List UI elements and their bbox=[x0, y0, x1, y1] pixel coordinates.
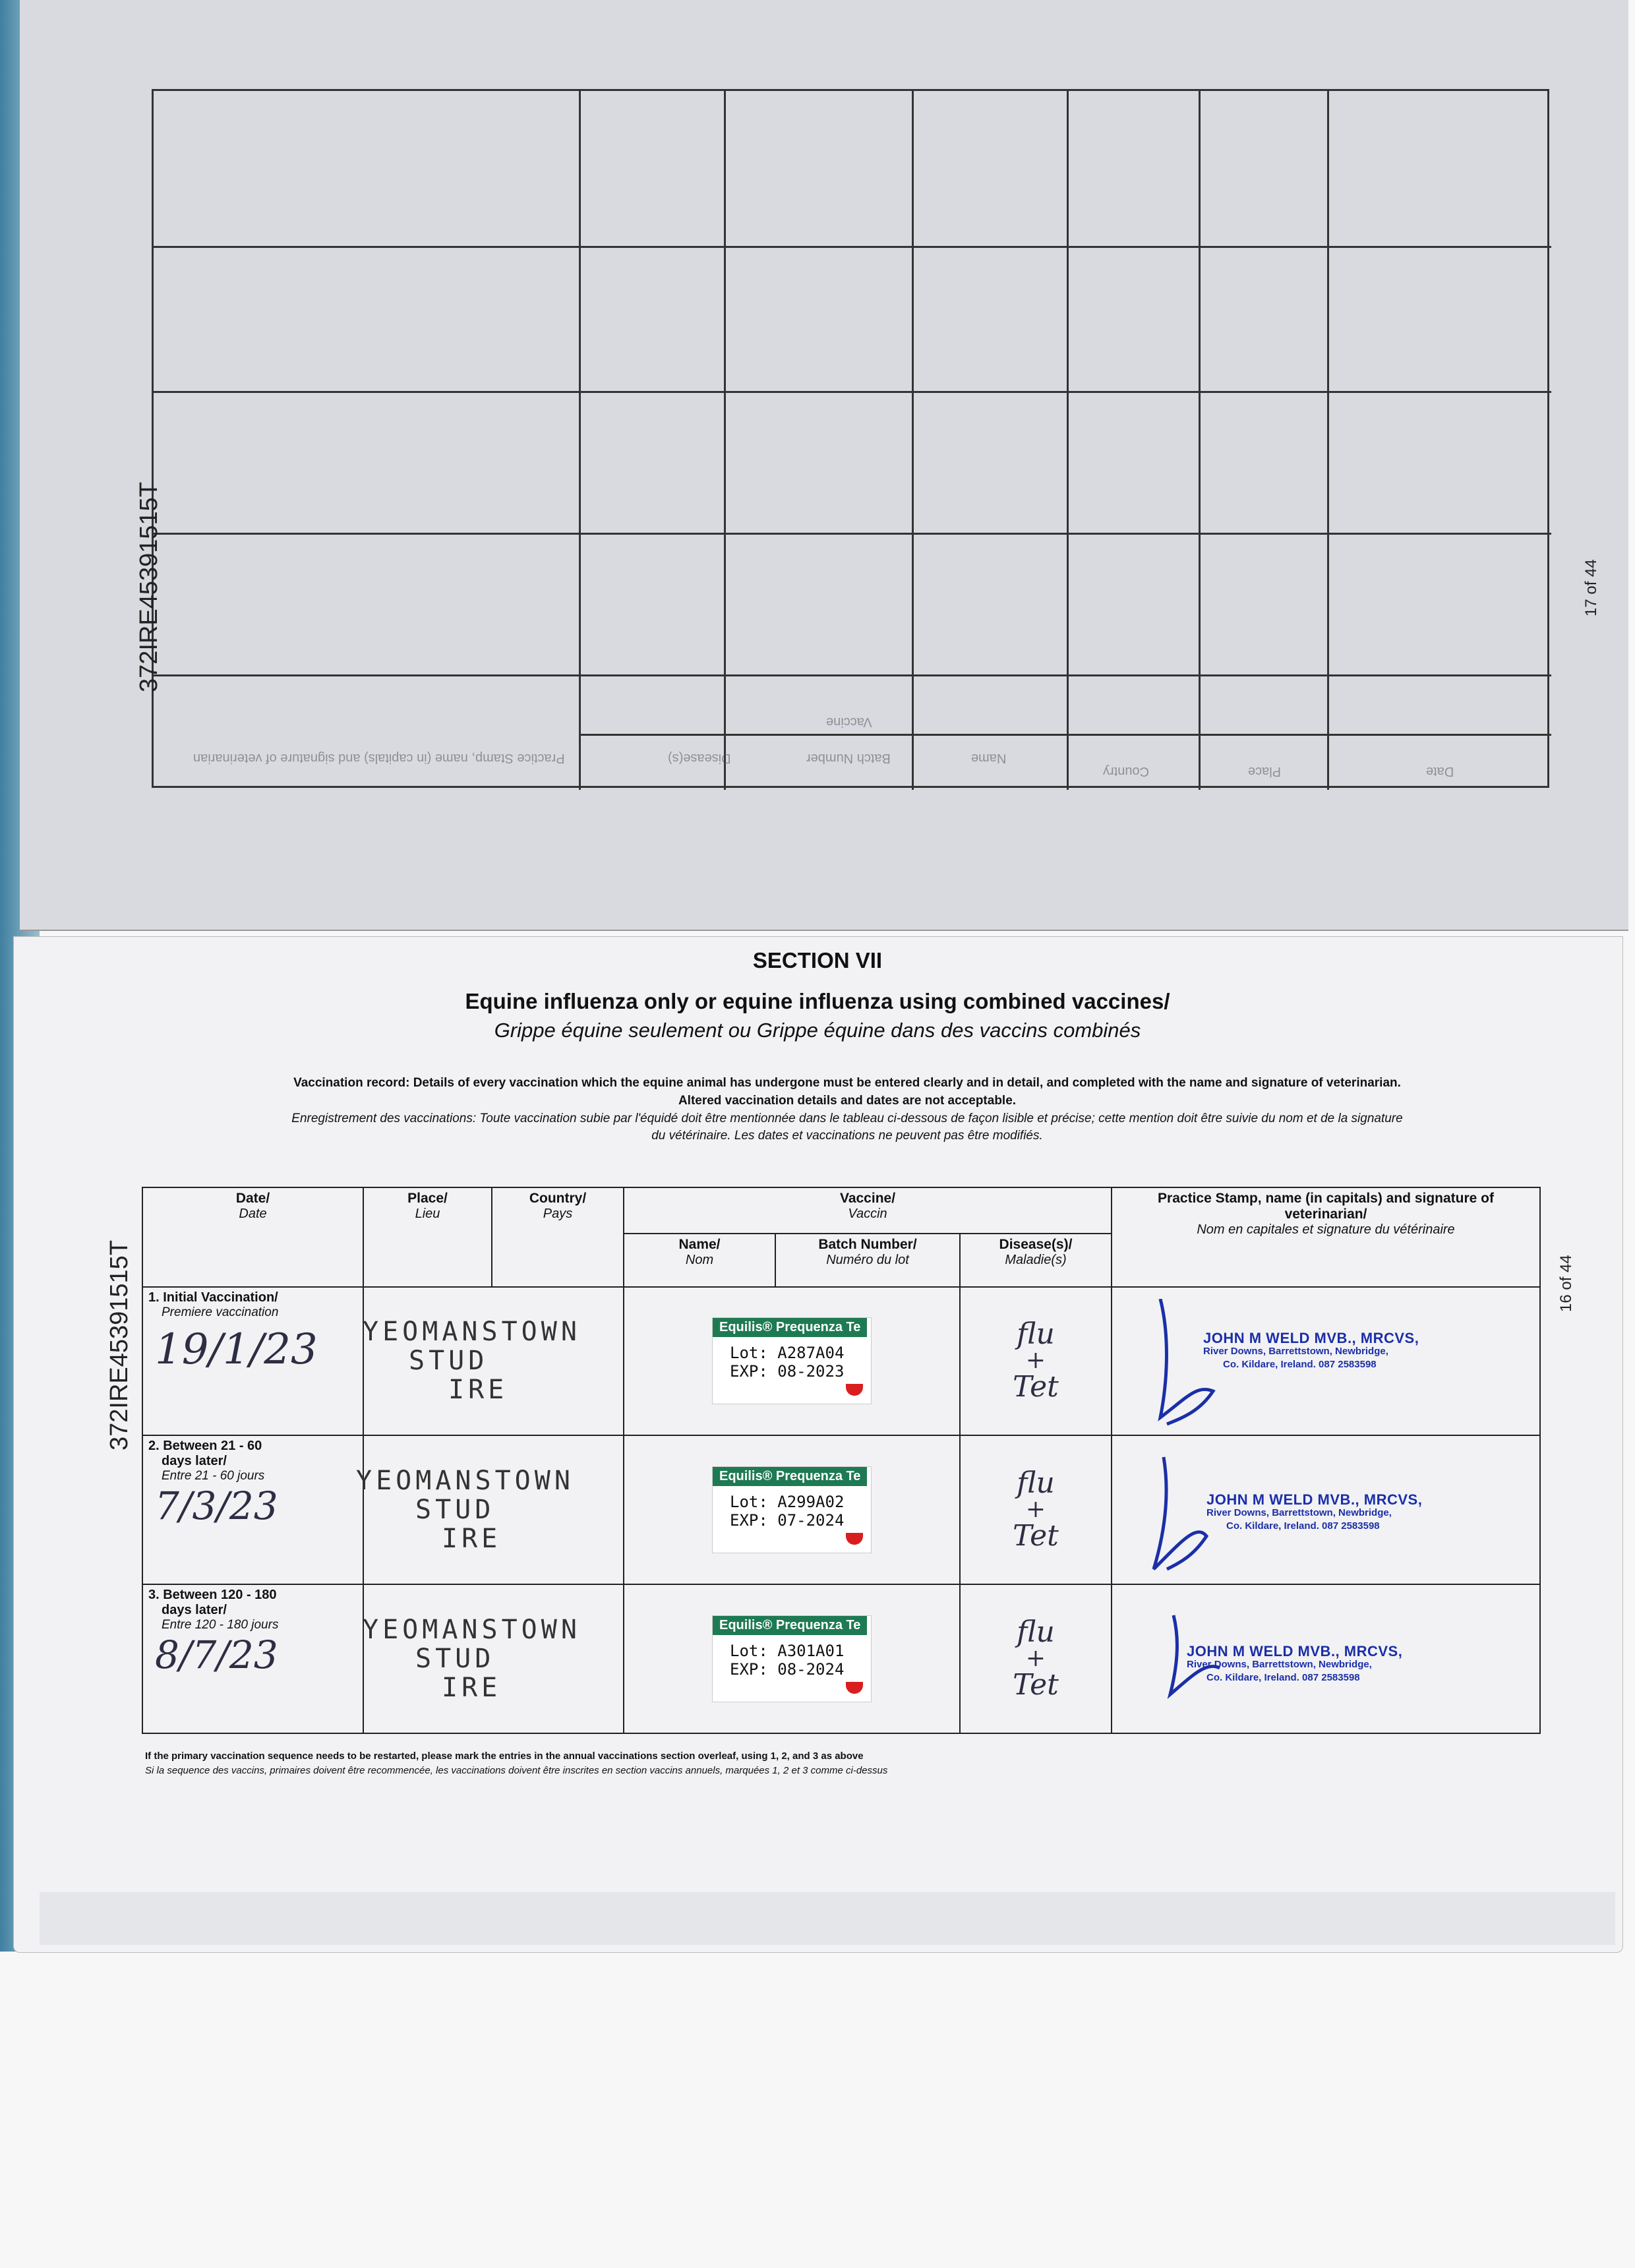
vet-stamp: JOHN M WELD MVB., MRCVS, River Downs, Barrettstown, Newbridge, Co. Kildare, Ireland. 087 2583598 bbox=[1206, 1491, 1423, 1532]
mirrored-header-date: Date bbox=[1426, 764, 1454, 779]
vaccine-label-cell bbox=[624, 1435, 960, 1584]
vaccine-label-cell bbox=[624, 1287, 960, 1436]
mirrored-header-stamp: Practice Stamp, name (in capitals) and signature of veterinarian bbox=[193, 751, 565, 765]
intro-french-2: du vétérinaire. Les dates et vaccinations ne peuvent pas être modifiés. bbox=[651, 1129, 1043, 1143]
date-cell: 1. Initial Vaccination/ Premiere vaccination 19/1/23 bbox=[142, 1287, 363, 1436]
signature bbox=[1170, 1615, 1220, 1694]
top-page bbox=[20, 0, 1628, 931]
header-batch-number: Batch Number/ Numéro du lot bbox=[775, 1234, 960, 1286]
vaccine-sticker: Equilis® Prequenza Te Lot: A299A02 EXP: 07-2024 bbox=[712, 1466, 872, 1553]
date-cell: 2. Between 21 - 60 days later/ Entre 21 - 60 jours 7/3/23 bbox=[142, 1435, 363, 1584]
date-handwritten: 8/7/23 bbox=[155, 1632, 278, 1678]
mirrored-header-place: Place bbox=[1248, 764, 1282, 779]
header-place: Place/ Lieu bbox=[363, 1187, 492, 1287]
intro-english: Vaccination record: Details of every vaccination which the equine animal has undergone must be entered clearly and in detail, and completed with the name and signature of veterinarian. bbox=[293, 1076, 1401, 1090]
section-title: SECTION VII bbox=[752, 948, 883, 972]
header-vaccine-name: Name/ Nom bbox=[624, 1234, 775, 1286]
page-number-bottom: 16 of 44 bbox=[1557, 1255, 1575, 1312]
header-disease: Disease(s)/ Maladie(s) bbox=[960, 1234, 1112, 1286]
disease-cell: flu + Tet bbox=[960, 1584, 1112, 1733]
vet-stamp: JOHN M WELD MVB., MRCVS, River Downs, Barrettstown, Newbridge, Co. Kildare, Ireland. 087 2583598 bbox=[1203, 1330, 1419, 1370]
title-english: Equine influenza only or equine influenza using combined vaccines/ bbox=[465, 989, 1170, 1013]
place-country-cell: YEOMANSTOWN STUD IRE bbox=[363, 1584, 624, 1733]
signature bbox=[1160, 1299, 1213, 1424]
blank-vaccination-grid bbox=[152, 89, 1549, 788]
footnote-french: Si la sequence des vaccins, primaires doivent être recommencée, les vaccinations doivent être inscrites en section vaccins annuels, marquées 1, 2 et 3 comme ci-dessus bbox=[145, 1765, 888, 1776]
sticker-tab bbox=[846, 1682, 863, 1694]
signature bbox=[1154, 1457, 1206, 1569]
mirrored-header-name: Disease(s) bbox=[668, 751, 731, 765]
place-country-cell: YEOMANSTOWN STUD IRE bbox=[363, 1435, 624, 1584]
sticker-tab bbox=[846, 1384, 863, 1396]
place-country-cell: YEOMANSTOWN STUD IRE bbox=[363, 1287, 624, 1436]
header-country: Country/ Pays bbox=[492, 1187, 624, 1287]
vaccine-sticker: Equilis® Prequenza Te Lot: A287A04 EXP: 08-2023 bbox=[712, 1317, 872, 1404]
country-stamp: IRE bbox=[448, 1375, 508, 1406]
vaccine-label-cell bbox=[624, 1584, 960, 1733]
date-handwritten: 7/3/23 bbox=[155, 1483, 278, 1529]
vet-signatures bbox=[1134, 1299, 1292, 1721]
mirrored-header-vaccine: Vaccine bbox=[826, 715, 872, 729]
disease-cell: flu + Tet bbox=[960, 1435, 1112, 1584]
vet-stamp: JOHN M WELD MVB., MRCVS, River Downs, Barrettstown, Newbridge, Co. Kildare, Ireland. 087 2583598 bbox=[1187, 1643, 1403, 1683]
date-handwritten: 19/1/23 bbox=[155, 1325, 318, 1374]
footnote-english: If the primary vaccination sequence needs to be restarted, please mark the entries in the annual vaccinations section overleaf, using 1, 2, and 3 as above bbox=[145, 1750, 864, 1762]
vaccine-sticker: Equilis® Prequenza Te Lot: A301A01 EXP: 08-2024 bbox=[712, 1615, 872, 1702]
place-stamp: YEOMANSTOWN bbox=[363, 1317, 581, 1348]
disease-cell: flu + Tet bbox=[960, 1287, 1112, 1436]
mirrored-header-disease: Name bbox=[971, 751, 1007, 765]
page-number-top: 17 of 44 bbox=[1582, 559, 1600, 616]
page-bottom-strip bbox=[40, 1892, 1615, 1945]
title-french: Grippe équine seulement ou Grippe équine dans des vaccins combinés bbox=[494, 1019, 1141, 1042]
header-vaccine: Vaccine/ Vaccin bbox=[624, 1187, 1112, 1234]
place-stamp: YEOMANSTOWN bbox=[356, 1466, 574, 1497]
document-id-top: 372IRE45391515T bbox=[135, 481, 163, 692]
mirrored-header-country: Country bbox=[1103, 764, 1150, 779]
date-cell: 3. Between 120 - 180 days later/ Entre 120 - 180 jours 8/7/23 bbox=[142, 1584, 363, 1733]
country-stamp: IRE bbox=[442, 1524, 502, 1555]
document-id-bottom: 372IRE45391515T bbox=[105, 1239, 133, 1450]
intro-french: Enregistrement des vaccinations: Toute vaccination subie par l'équidé doit être mentionnée dans le tableau ci-dessous de façon lisible et précise; cette mention doit être suivie du nom et de la signature bbox=[291, 1112, 1403, 1125]
header-date: Date/ Date bbox=[142, 1187, 363, 1287]
country-stamp: IRE bbox=[442, 1673, 502, 1704]
place-stamp: YEOMANSTOWN bbox=[363, 1615, 581, 1646]
mirrored-header-batch: Batch Number bbox=[806, 751, 891, 765]
header-practice-stamp: Practice Stamp, name (in capitals) and signature of veterinarian/ Nom en capitales et signature du vétérinaire bbox=[1112, 1187, 1540, 1287]
sticker-tab bbox=[846, 1533, 863, 1545]
intro-english-2: Altered vaccination details and dates are not acceptable. bbox=[678, 1094, 1017, 1108]
